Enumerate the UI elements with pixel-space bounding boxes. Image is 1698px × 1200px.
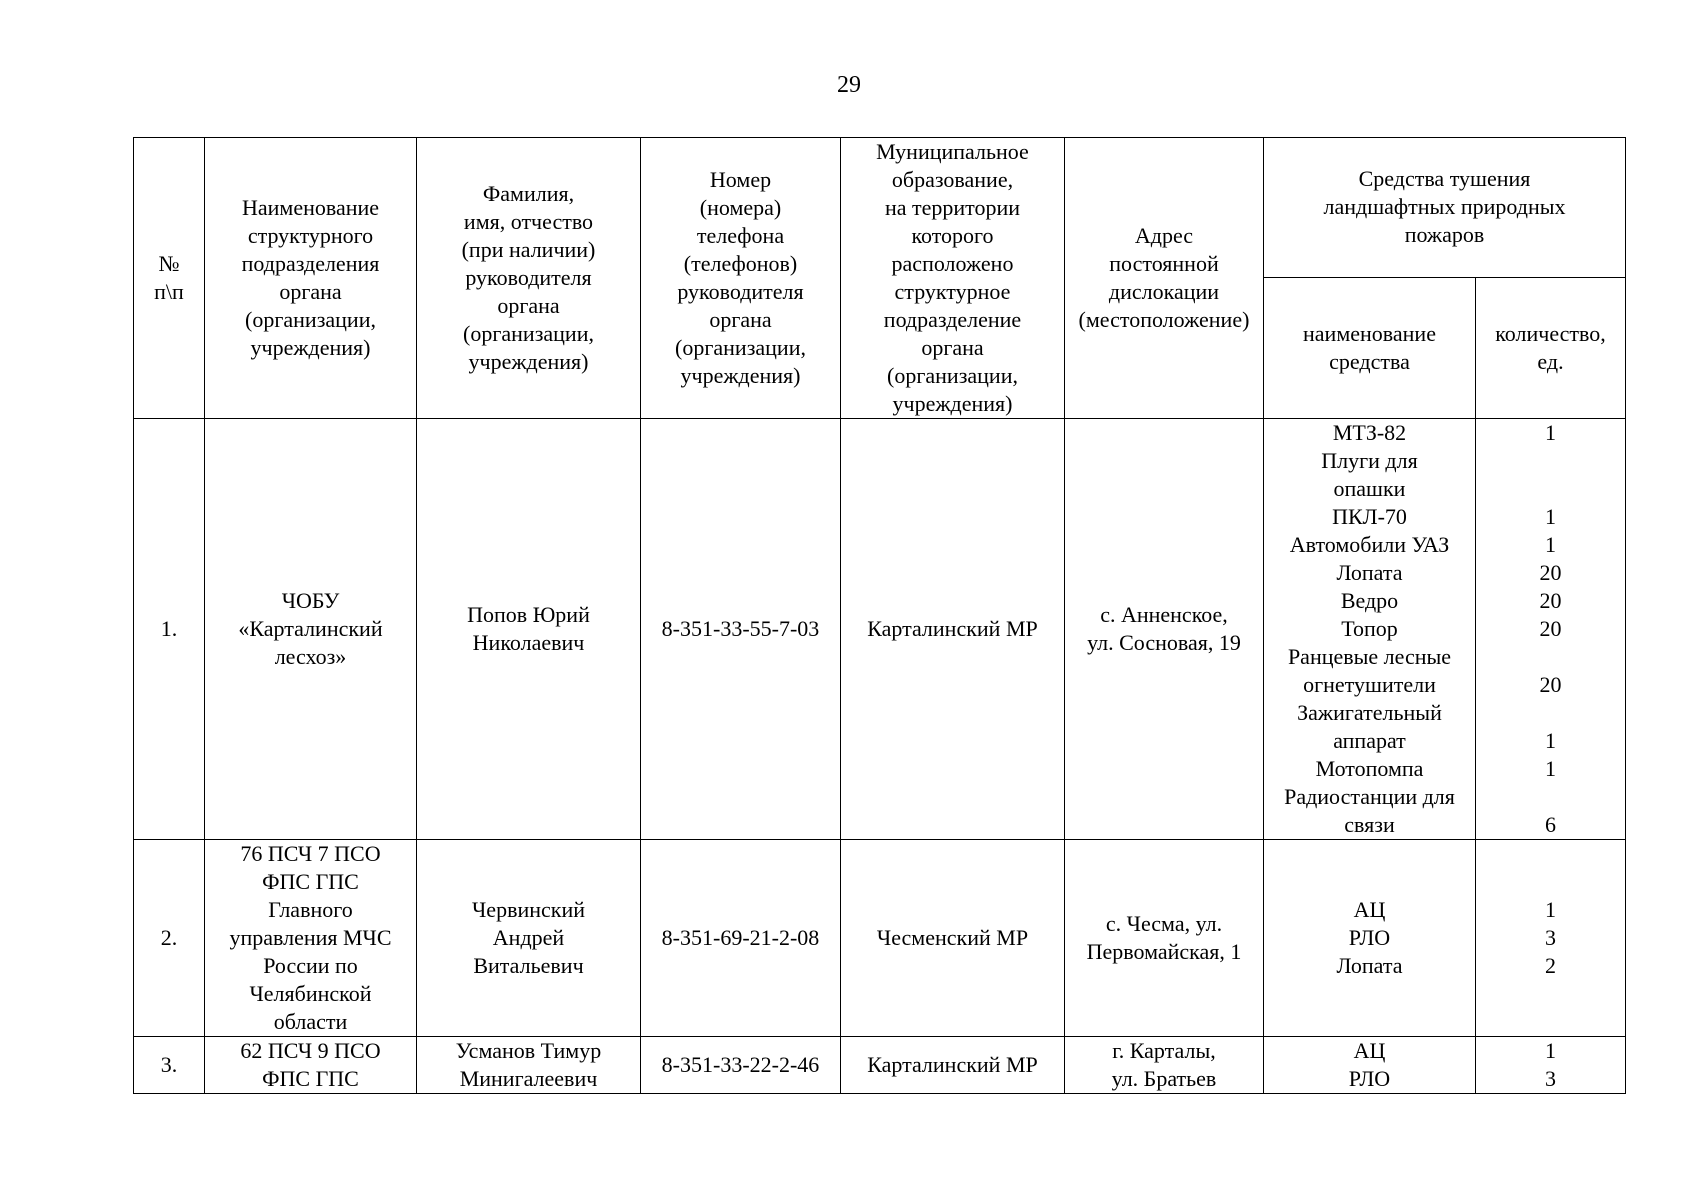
cell-means-names: [1264, 840, 1476, 1037]
cell-municipality: Чесменский МР: [841, 840, 1065, 1037]
cell-address-text: г. Карталы, ул. Братьев: [1111, 1038, 1217, 1091]
cell-address: [1065, 1037, 1264, 1094]
header-phone: Номер (номера) телефона (телефонов) руководителя органа (организации, учреждения): [641, 138, 841, 419]
cell-phone: 8-351-33-22-2-46: [641, 1037, 841, 1094]
table-row: [134, 1037, 1626, 1094]
cell-means-names: [1264, 1037, 1476, 1094]
header-municipality: Муниципальное образование, на территории которого расположено структурное подразделение органа (организации, учреждения): [841, 138, 1065, 419]
cell-head-name-text: Попов Юрий Николаевич: [467, 602, 590, 655]
cell-means-qty: [1476, 419, 1626, 840]
cell-address: [1065, 840, 1264, 1037]
cell-means-names: [1264, 419, 1476, 840]
cell-address: [1065, 419, 1264, 840]
cell-num: 1.: [134, 419, 205, 840]
cell-head-name-text: Червинский Андрей Витальевич: [472, 897, 585, 978]
header-means-qty: количество, ед.: [1476, 277, 1626, 418]
cell-means-qty-text: 1 3: [1545, 1038, 1556, 1091]
cell-head-name: [417, 419, 641, 840]
cell-municipality: Карталинский МР: [841, 419, 1065, 840]
header-num: № п\п: [134, 138, 205, 419]
cell-phone: 8-351-69-21-2-08: [641, 840, 841, 1037]
cell-address-text: с. Анненское, ул. Сосновая, 19: [1087, 602, 1241, 655]
cell-unit-name-text: 76 ПСЧ 7 ПСО ФПС ГПС Главного управления МЧС России по Челябинской области: [229, 841, 392, 1034]
table-header-row: [134, 138, 1626, 278]
header-means-name: наименование средства: [1264, 277, 1476, 418]
header-address: Адрес постоянной дислокации (местоположение): [1065, 138, 1264, 419]
cell-address-text: с. Чесма, ул. Первомайская, 1: [1086, 911, 1242, 964]
cell-head-name-text: Усманов Тимур Минигалеевич: [455, 1038, 602, 1091]
table-row: [134, 419, 1626, 840]
cell-means-names-text: МТЗ-82 Плуги для опашки ПКЛ-70 Автомобили УАЗ Лопата Ведро Топор Ранцевые лесные огнетушители Зажигательный аппарат Мотопомпа Радиостанции для связи: [1284, 420, 1455, 837]
fire-means-table: [133, 137, 1626, 1094]
cell-unit-name-text: 62 ПСЧ 9 ПСО ФПС ГПС: [240, 1038, 381, 1091]
cell-phone: 8-351-33-55-7-03: [641, 419, 841, 840]
cell-unit-name: [205, 1037, 417, 1094]
page-number: 29: [837, 72, 861, 98]
table-row: [134, 840, 1626, 1037]
cell-means-qty: [1476, 1037, 1626, 1094]
header-unit-name: Наименование структурного подразделения органа (организации, учреждения): [205, 138, 417, 419]
cell-num: 3.: [134, 1037, 205, 1094]
cell-unit-name: [205, 840, 417, 1037]
cell-means-names-text: АЦ РЛО Лопата: [1336, 897, 1403, 978]
cell-means-names-text: АЦ РЛО: [1348, 1038, 1391, 1091]
cell-head-name: [417, 1037, 641, 1094]
cell-means-qty-text: 1 3 2: [1545, 897, 1556, 978]
header-means-group: Средства тушения ландшафтных природных пожаров: [1264, 138, 1626, 278]
cell-unit-name-text: ЧОБУ «Карталинский лесхоз»: [238, 588, 383, 669]
cell-num: 2.: [134, 840, 205, 1037]
cell-head-name: [417, 840, 641, 1037]
cell-means-qty: [1476, 840, 1626, 1037]
cell-means-qty-text: 1 1 1 20 20 20 20 1 1 6: [1539, 420, 1562, 837]
cell-municipality: Карталинский МР: [841, 1037, 1065, 1094]
cell-unit-name: [205, 419, 417, 840]
header-head-name: Фамилия, имя, отчество (при наличии) руководителя органа (организации, учреждения): [417, 138, 641, 419]
